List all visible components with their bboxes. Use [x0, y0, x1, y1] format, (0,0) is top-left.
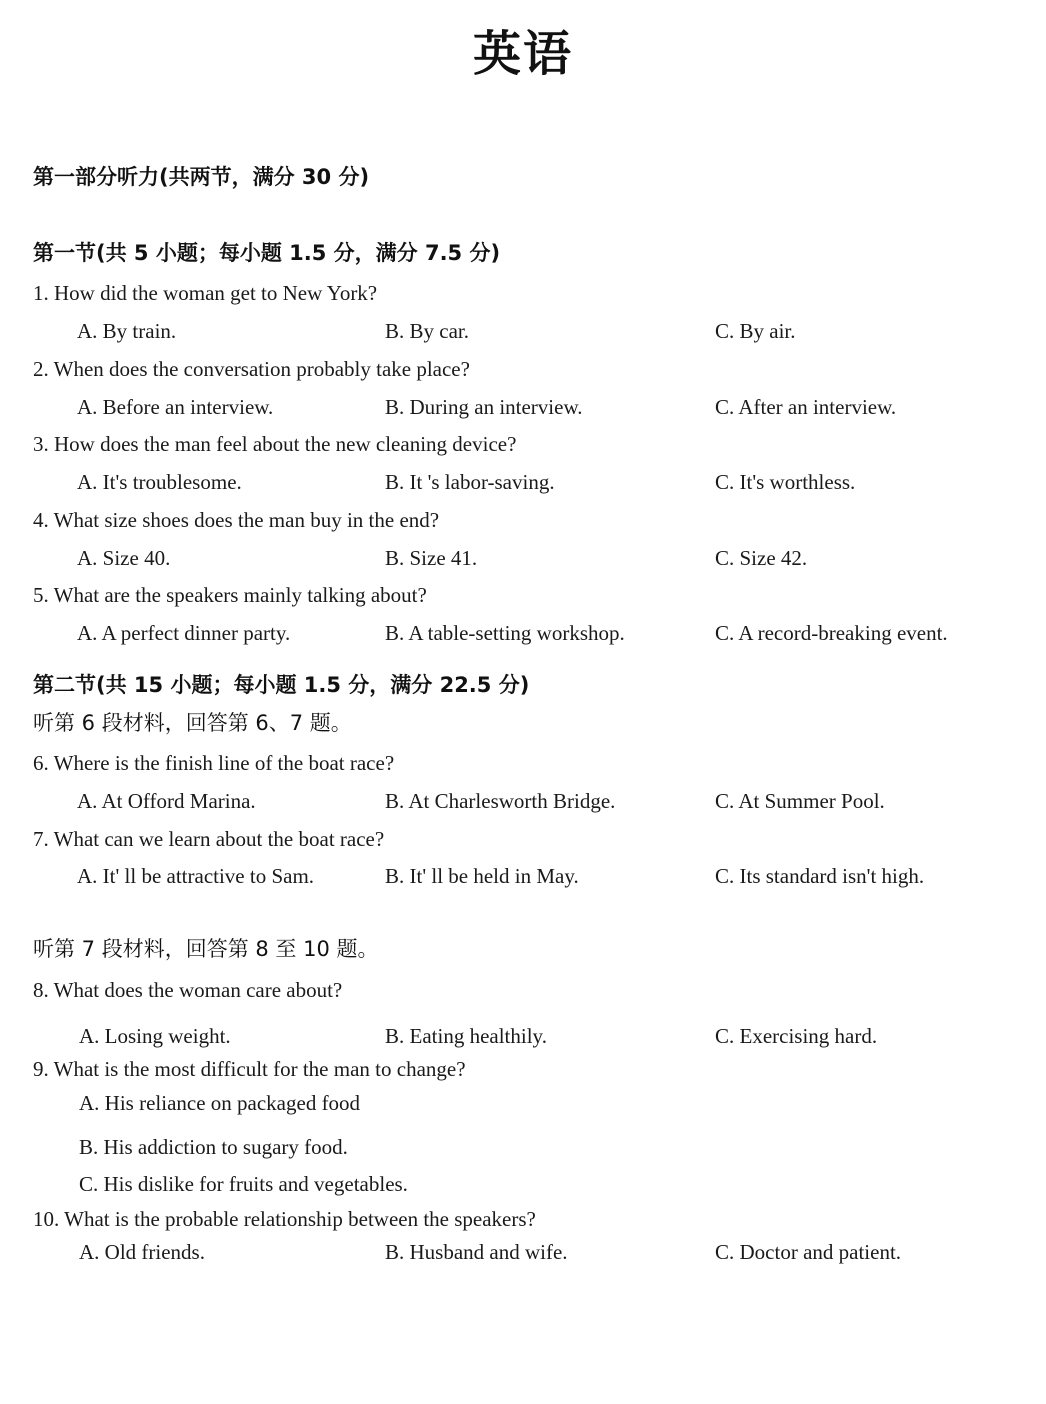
q2-option-a: A. Before an interview. — [77, 395, 274, 419]
question-8: 8. What does the woman care about? — [33, 978, 343, 1002]
q6-option-b: B. At Charlesworth Bridge. — [385, 789, 616, 813]
q2-option-b: B. During an interview. — [385, 395, 583, 419]
question-6: 6. Where is the finish line of the boat race? — [33, 751, 395, 775]
q4-option-c: C. Size 42. — [715, 546, 808, 570]
page-title: 英语 — [472, 26, 573, 82]
q10-option-b: B. Husband and wife. — [385, 1240, 568, 1264]
q9-option-a: A. His reliance on packaged food — [79, 1091, 361, 1115]
section2-heading: 第二节(共 15 小题；每小题 1.5 分，满分 22.5 分) — [33, 673, 530, 697]
q7-option-c: C. Its standard isn't high. — [715, 864, 925, 888]
q10-option-c: C. Doctor and patient. — [715, 1240, 902, 1264]
part1-heading: 第一部分听力(共两节，满分 30 分) — [33, 165, 370, 189]
question-1: 1. How did the woman get to New York? — [33, 281, 378, 305]
material-7-instruction: 听第 7 段材料，回答第 8 至 10 题。 — [33, 937, 379, 961]
q9-option-b: B. His addiction to sugary food. — [79, 1135, 348, 1159]
question-3: 3. How does the man feel about the new cleaning device? — [33, 432, 517, 456]
q6-option-c: C. At Summer Pool. — [715, 789, 885, 813]
q5-option-b: B. A table-setting workshop. — [385, 621, 625, 645]
q8-option-b: B. Eating healthily. — [385, 1024, 547, 1048]
q6-option-a: A. At Offord Marina. — [77, 789, 256, 813]
q1-option-b: B. By car. — [385, 319, 469, 343]
question-10: 10. What is the probable relationship between the speakers? — [33, 1207, 536, 1231]
question-4: 4. What size shoes does the man buy in the end? — [33, 508, 440, 532]
section1-heading: 第一节(共 5 小题；每小题 1.5 分，满分 7.5 分) — [33, 241, 501, 265]
q5-option-c: C. A record-breaking event. — [715, 621, 948, 645]
q3-option-c: C. It's worthless. — [715, 470, 856, 494]
question-5: 5. What are the speakers mainly talking about? — [33, 583, 427, 607]
q8-option-a: A. Losing weight. — [79, 1024, 231, 1048]
q7-option-a: A. It' ll be attractive to Sam. — [77, 864, 315, 888]
question-2: 2. When does the conversation probably take place? — [33, 357, 470, 381]
q5-option-a: A. A perfect dinner party. — [77, 621, 291, 645]
q1-option-a: A. By train. — [77, 319, 177, 343]
q4-option-a: A. Size 40. — [77, 546, 171, 570]
q8-option-c: C. Exercising hard. — [715, 1024, 878, 1048]
q1-option-c: C. By air. — [715, 319, 796, 343]
q2-option-c: C. After an interview. — [715, 395, 897, 419]
q3-option-b: B. It 's labor-saving. — [385, 470, 555, 494]
q3-option-a: A. It's troublesome. — [77, 470, 242, 494]
question-9: 9. What is the most difficult for the man to change? — [33, 1057, 466, 1081]
q10-option-a: A. Old friends. — [79, 1240, 205, 1264]
q7-option-b: B. It' ll be held in May. — [385, 864, 579, 888]
question-7: 7. What can we learn about the boat race? — [33, 827, 385, 851]
q9-option-c: C. His dislike for fruits and vegetables. — [79, 1172, 408, 1196]
material-6-instruction: 听第 6 段材料，回答第 6、7 题。 — [33, 711, 352, 735]
q4-option-b: B. Size 41. — [385, 546, 478, 570]
